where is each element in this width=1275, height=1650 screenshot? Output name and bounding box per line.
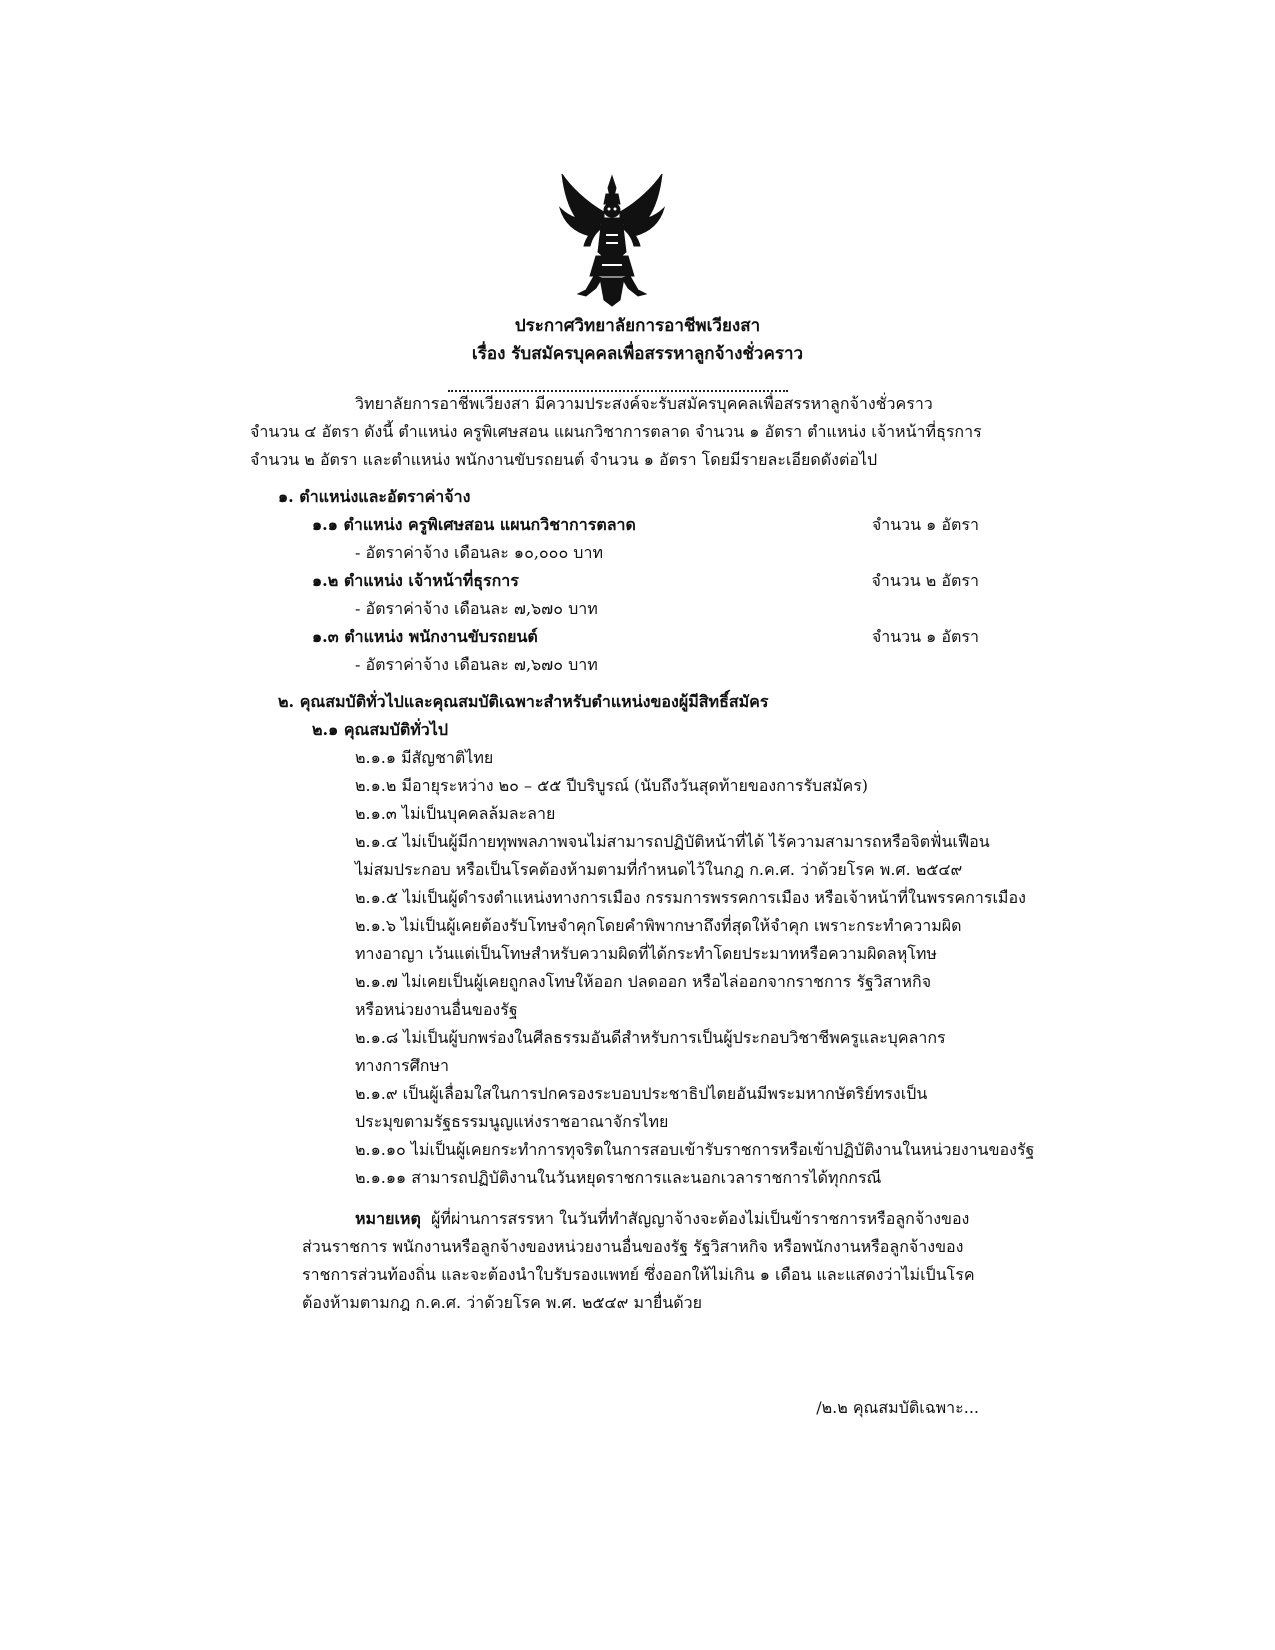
qualification-line: ๒.๑.๔ ไม่เป็นผู้มีกายทุพพลภาพจนไม่สามารถปฏิบัติหน้าที่ได้ ไร้ความสามารถหรือจิตฟั่นเฟือน [355, 832, 990, 851]
note-first-line [355, 1208, 969, 1230]
document-subject: เรื่อง รับสมัครบุคคลเพื่อสรรหาลูกจ้างชั่วคราว [471, 344, 804, 364]
position-count: จำนวน ๑ อัตรา [871, 515, 979, 534]
qualification-line: ๒.๑.๑ มีสัญชาติไทย [355, 748, 494, 767]
qualification-line: ๒.๑.๙ เป็นผู้เลื่อมใสในการปกครองระบอบประชาธิปไตยอันมีพระมหากษัตริย์ทรงเป็น [355, 1084, 928, 1103]
qualification-line: ๒.๑.๑๐ ไม่เป็นผู้เคยกระทำการทุจริตในการสอบเข้ารับราชการหรือเข้าปฏิบัติงานในหน่วยงานของรัฐ [355, 1140, 1035, 1159]
position-title: ๑.๒ ตำแหน่ง เจ้าหน้าที่ธุรการ [312, 571, 519, 590]
position-wage: - อัตราค่าจ้าง เดือนละ ๗,๖๗๐ บาท [355, 655, 598, 674]
qualification-line: ๒.๑.๒ มีอายุระหว่าง ๒๐ – ๕๕ ปีบริบูรณ์ (นับถึงวันสุดท้ายของการรับสมัคร) [355, 776, 869, 795]
note-line: ราชการส่วนท้องถิ่น และจะต้องนำใบรับรองแพทย์ ซึ่งออกให้ไม่เกิน ๑ เดือน และแสดงว่าไม่เป็นโรค [302, 1265, 975, 1284]
position-title: ๑.๓ ตำแหน่ง พนักงานขับรถยนต์ [312, 627, 538, 646]
qualification-line: ประมุขตามรัฐธรรมนูญแห่งราชอาณาจักรไทย [355, 1112, 669, 1131]
intro-line: วิทยาลัยการอาชีพเวียงสา มีความประสงค์จะรับสมัครบุคคลเพื่อสรรหาลูกจ้างชั่วคราว [355, 394, 933, 413]
qualification-line: หรือหน่วยงานอื่นของรัฐ [355, 1000, 518, 1019]
document-title: ประกาศวิทยาลัยการอาชีพเวียงสา [514, 316, 761, 336]
section-2-heading: ๒. คุณสมบัติทั่วไปและคุณสมบัติเฉพาะสำหรับตำแหน่งของผู้มีสิทธิ์สมัคร [278, 692, 769, 711]
qualification-line: ๒.๑.๗ ไม่เคยเป็นผู้เคยถูกลงโทษให้ออก ปลดออก หรือไล่ออกจากราชการ รัฐวิสาหกิจ [355, 972, 932, 991]
position-wage: - อัตราค่าจ้าง เดือนละ ๗,๖๗๐ บาท [355, 599, 598, 618]
position-count: จำนวน ๑ อัตรา [871, 627, 979, 646]
note-line: ต้องห้ามตามกฎ ก.ค.ศ. ว่าด้วยโรค พ.ศ. ๒๕๔๙ มายื่นด้วย [302, 1293, 703, 1312]
position-wage: - อัตราค่าจ้าง เดือนละ ๑๐,๐๐๐ บาท [355, 543, 603, 562]
note-label: หมายเหตุ [355, 1209, 421, 1228]
qualification-line: ไม่สมประกอบ หรือเป็นโรคต้องห้ามตามที่กำหนดไว้ในกฎ ก.ค.ศ. ว่าด้วยโรค พ.ศ. ๒๕๔๙ [355, 860, 963, 879]
section-1-heading: ๑. ตำแหน่งและอัตราค่าจ้าง [278, 487, 471, 506]
garuda-emblem [556, 172, 668, 308]
qualification-line: ๒.๑.๖ ไม่เป็นผู้เคยต้องรับโทษจำคุกโดยคำพิพากษาถึงที่สุดให้จำคุก เพราะกระทำความผิด [355, 916, 962, 935]
qualification-line: ๒.๑.๓ ไม่เป็นบุคคลล้มละลาย [355, 804, 556, 823]
page-continuation: /๒.๒ คุณสมบัติเฉพาะ... [816, 1398, 979, 1417]
qualification-line: ๒.๑.๕ ไม่เป็นผู้ดำรงตำแหน่งทางการเมือง กรรมการพรรคการเมือง หรือเจ้าหน้าที่ในพรรคการเมือง [355, 888, 1026, 907]
section-2-1-heading: ๒.๑ คุณสมบัติทั่วไป [312, 720, 448, 739]
intro-line: จำนวน ๒ อัตรา และตำแหน่ง พนักงานขับรถยนต์ จำนวน ๑ อัตรา โดยมีรายละเอียดดังต่อไป [250, 450, 878, 469]
qualification-line: ทางการศึกษา [355, 1056, 449, 1075]
intro-line: จำนวน ๔ อัตรา ดังนี้ ตำแหน่ง ครูพิเศษสอน แผนกวิชาการตลาด จำนวน ๑ อัตรา ตำแหน่ง เจ้าหน้าที่ธุรการ [250, 422, 982, 441]
title-divider [448, 390, 788, 392]
qualification-line: ๒.๑.๑๑ สามารถปฏิบัติงานในวันหยุดราชการและนอกเวลาราชการได้ทุกกรณี [355, 1168, 882, 1187]
qualification-line: ทางอาญา เว้นแต่เป็นโทษสำหรับความผิดที่ได้กระทำโดยประมาทหรือความผิดลหุโทษ [355, 944, 937, 963]
position-title: ๑.๑ ตำแหน่ง ครูพิเศษสอน แผนกวิชาการตลาด [312, 515, 636, 534]
position-count: จำนวน ๒ อัตรา [871, 571, 979, 590]
note-text: ผู้ที่ผ่านการสรรหา ในวันที่ทำสัญญาจ้างจะต้องไม่เป็นข้าราชการหรือลูกจ้างของ [431, 1209, 970, 1228]
qualification-line: ๒.๑.๘ ไม่เป็นผู้บกพร่องในศีลธรรมอันดีสำหรับการเป็นผู้ประกอบวิชาชีพครูและบุคลากร [355, 1028, 946, 1047]
note-line: ส่วนราชการ พนักงานหรือลูกจ้างของหน่วยงานอื่นของรัฐ รัฐวิสาหกิจ หรือพนักงานหรือลูกจ้างของ [302, 1237, 964, 1256]
